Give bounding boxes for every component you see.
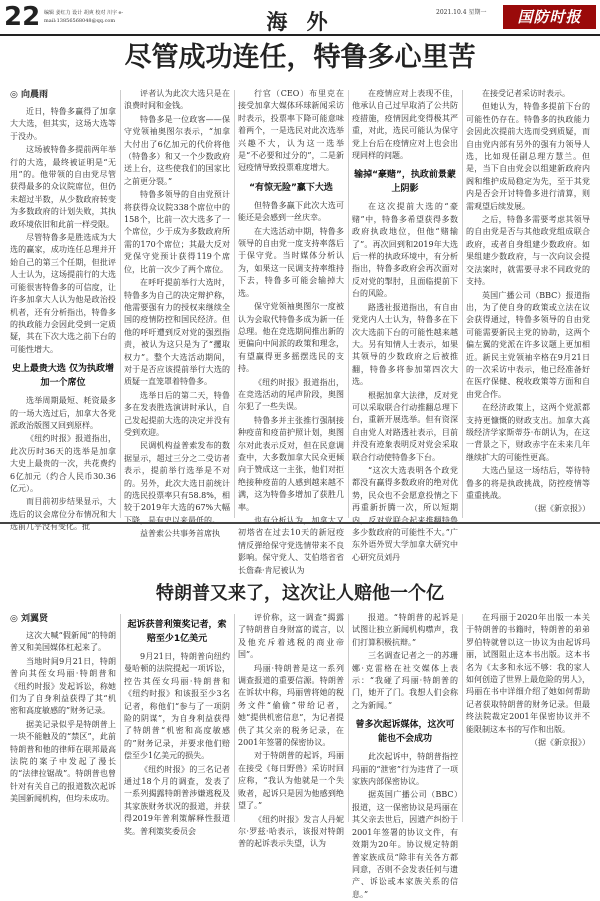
column-divider	[234, 90, 235, 518]
article2-column-5	[466, 612, 590, 824]
paragraph: 而目前初步结果显示，大选后的议会席位分布情况和大选前几乎没有变化。批	[10, 497, 116, 532]
paragraph: 据英国广播公司（BBC）报道，这一保密协议是玛丽在其父亲去世后，因遗产纠纷于2001年签署的协议文件，有效期为20年。协议规定特朗普家族成员“除非有关各方都同意，否则不会发表任何与遗产、诉讼或本家族关系的信息。”	[352, 790, 458, 899]
paragraph: 尽管特鲁多是胜选成为大选的赢家，成功连任总理并开始自己的第三个任期，但批评人士认为，这场提前行的大选可能很害特鲁多的可信度，让许多加拿大人认为他是政治投机者，还有分析指出，特鲁多的执政能力会因此受到一定质疑，其在下次大选之前下台的可能性增大。	[10, 233, 116, 354]
column-divider	[234, 614, 235, 822]
paragraph: 当地时间9月21日，特朗普向其侄女玛丽·特朗普和《纽约时报》发起诉讼，称她们为了自身利益获得了其“机密和高度敏感的”财务记录。	[10, 656, 116, 716]
article1-column-5	[466, 88, 590, 520]
paragraph: 在疫情应对上表现不佳，他承认自己过早取消了公共防疫措施，疫情因此变得极其严重，对此，选民可能认为保守党上台后在疫情应对上也会出现同样的问题。	[352, 89, 458, 161]
article2-column-4	[352, 612, 458, 899]
article2-subheading-2: 曾多次起诉媒体，这次可能也不会成功	[355, 720, 455, 745]
paragraph: 近日，特鲁多赢得了加拿大大选，但其实，这场大选等于没办。	[10, 107, 116, 141]
paragraph: 《纽约时报》发言人丹妮尔·罗兹·哈表示，该报对特朗普的起诉表示失望，认为	[238, 814, 344, 849]
paragraph: 但她认为，特鲁多提前下台的可能性仍存在。特鲁多的执政能力会因此次提前大选而受到质疑，而自由党内部有另外的强有力领导人选，比如现任副总理方慧兰。但是，当下自由党会以组建新政府内阁和维护成局稳定为先，至于其党内是否会开讨特鲁多进行清算，则需观望后续发展。	[466, 102, 590, 211]
paragraph: 特鲁多是一位政客——保守党领袖奥图尔表示，“加拿大付出了6亿加元的代价将他（特鲁多）和又一个少数政府送上台，这些使我们的国家比之前更分裂。”	[124, 114, 230, 186]
paragraph: 这场被特鲁多提前两年举行的大选，最终被证明是“无用”的。他带领的自由党尽管获得最多的众议院席位，但仍未超过半数，从少数政府转变为多数政府的计划失败，其执政环境依旧和此前一样受限。	[10, 145, 116, 229]
paragraph: 在玛丽于2020年出版一本关于特朗普的书籍时，特朗普的弟弟罗伯特就曾以这一协议为由起诉玛丽，试图阻止这本书出版。这本书名为《太多和永远不够：我的家人如何创造了世界上最危险的男人》，玛丽在书中详细介绍了她如何帮助记者获取特朗普的财务记录。但最终法院裁定2001年保密协议并不能限制这本书的写作和出版。	[466, 613, 590, 734]
article1-subheading-2: “有惊无险”赢下大选	[249, 182, 333, 193]
paragraph: 在这次提前大选的“豪赌”中，特鲁多希望获得多数政府执政地位，但他“赌输了”。再次回到和2019年大选后一样的执政环境中，有分析指出，特鲁多政府会再次面对反对党的掣肘，且面临提前下台的风险。	[352, 202, 458, 299]
column-divider	[462, 90, 463, 518]
paragraph: “这次大选表明各个政党都没有赢得多数政府的绝对优势，民众也不会愿意投情之下再重新折腾一次，所以短期内，反对党联合起来推翻特鲁多少数政府的可能性不大。”广东外语外贸大学加拿大研究中心研究员刘丹	[352, 465, 458, 562]
paragraph: 也有分析认为，加拿大又初塔省在过去10天的新冠疫情反弹给保守党选情带来不良影响。保守党人、艾伯塔省省长詹森·肯尼被认为	[238, 516, 344, 575]
paragraph: 在大选活动中期，特鲁多领导的自由党一度支持率落后于保守党。当时媒体分析认为，如果这一民调支持率维持下去，特鲁多可能会输掉大选。	[238, 226, 344, 298]
article2-column-3	[238, 612, 344, 849]
paragraph: 民调机构益普索发布的数据显示，超过三分之二受访者表示，提前举行选举是不对的。另外，此次大选日前统计的选民投票率只有58.8%，相较于2019年大选的67%大幅下降，是有史以来最低的。	[124, 441, 230, 525]
paragraph: 对于特朗普的起诉，玛丽在接受《每日野兽》采访时回应称，“我认为他就是一个失败者，起诉只是因为他感到绝望了。”	[238, 751, 344, 811]
article2-subheading-1: 起诉获普利策奖记者，索赔至少1亿美元	[127, 620, 227, 644]
paragraph: 报道。“特朗普的起诉是试图让独立新闻机构噤声，我们打算积极抗辩。”	[352, 613, 458, 647]
column-divider	[462, 614, 463, 822]
paragraph: 路透社报道指出，有自由党党内人士认为，特鲁多在下次大选前下台的可能性越来越大。另有知情人士表示，如果其领导的少数政府之后被推翻，特鲁多将参加第四次大选。	[352, 302, 458, 387]
article2-byline: ◎ 刘翼贤	[10, 614, 48, 624]
article1-credit: （据《新京报》）	[530, 504, 590, 514]
article2-credit: （据《新京报》）	[530, 738, 590, 748]
paragraph: 《纽约时报》报道指出，此次历时36天的选举是加拿大史上最贵的一次，共花费约6亿加元（约合人民币30.36亿元）。	[10, 434, 116, 493]
article1-subheading-3: 输掉“豪赌”，执政前景蒙上阴影	[354, 170, 456, 195]
paragraph: 此次起诉中，特朗普指控玛丽的“泄密”行为违背了一项家族内部保密协议。	[352, 752, 458, 787]
paragraph: 益普索公共事务首席执	[140, 529, 220, 539]
paragraph: 玛丽·特朗普是这一系列调查报道的重要信源。特朗普在诉状中称，玛丽曾将她的税务文件“偷偷”带给记者，她“提供机密信息”，为记者提供了其父亲的税务记录，在2001年签署的保密协议。	[238, 663, 344, 748]
article1-column-4	[352, 88, 458, 562]
section-title: 海 外	[266, 10, 334, 34]
header-divider	[0, 34, 600, 36]
paragraph: 在经济政策上，这两个党派都支持更慷慨的财政支出。加拿大高级经济学家斯蒂芬·布朗认为，在这一背景之下，财政赤字在未来几年继续扩大的可能性更高。	[466, 403, 590, 462]
article1-headline: 尽管成功连任，特鲁多心里苦	[124, 42, 476, 73]
article1-column-3	[238, 88, 344, 575]
article1-subheading-1: 史上最贵大选 仅为执政增加一个席位	[11, 364, 115, 389]
paragraph: 保守党领袖奥图尔一度被认为会取代特鲁多成为新一任总理。他在竞选期间推出新的更偏向中间派的政策和理念，有望赢得更多摇摆选民的支持。	[238, 302, 344, 374]
paragraph: 据美记录似乎是特朗普上一块不能触及的“禁区”，此前特朗普和他的律师在联邦最高法院的案子中发起了漫长的“法律拉锯战”。特朗普也曾针对有关自己的报道数次起诉美国新闻机构，但均未成功。	[10, 719, 116, 804]
paragraph: 在接受记者采访时表示。	[482, 89, 570, 98]
paragraph: 根据加拿大法律，反对党可以采取联合行动推翻总理下台，重新开展选举。但有资深自由党人对路透社表示，目前并没有迹象表明反对党会采取联合行动使特鲁多下台。	[352, 390, 458, 462]
paragraph: 特鲁多领导的自由党预计将获得众议院338个席位中的158个，比前一次大选多了一个席位，少于成为多数政府所需的170个席位；其最大反对党保守党预计获得119个席位，比前一次少了两个席位。	[124, 190, 230, 274]
column-divider	[348, 614, 349, 822]
page-number: 22	[4, 2, 41, 32]
paragraph: 选举日后的第二天，特鲁多在发表胜选演讲时承认，自己发起提前大选的决定并没有受到欢迎。	[124, 390, 230, 437]
article1-byline: ◎ 向晨雨	[10, 90, 48, 100]
paragraph: 行官（CEO）布里克在接受加拿大媒体环球新闻采访时表示，投票率下降可能意味着两个，一是选民对此次选举兴趣不大，认为这一选举是“不必要和过分的”，二是新冠疫情导致投票难度增大。	[238, 89, 344, 173]
editor-credits: 编辑 姜红力 设计 胡爽 校对 川宇 e-mail:13856568048@qq.com	[44, 10, 124, 24]
paragraph: 这次大喊“假新闻”的特朗普又和美国媒体杠起来了。	[10, 631, 116, 653]
paragraph: 英国广播公司（BBC）报道指出，为了使自身的政策或立法在议会获得通过，特鲁多领导的自由党可能需要新民主党的协助，这两个偏左翼的党派在许多议题上更加相近。新民主党领袖辛格在9月21日的一次采访中表示，他已经准备好在医疗保健、税收政策等方面和自由党合作。	[466, 290, 590, 399]
article2-column-1	[10, 612, 116, 824]
page-header	[0, 0, 600, 34]
column-divider	[120, 90, 121, 518]
paragraph: 《纽约时报》的三名记者通过18个月的调查，发表了一系列揭露特朗普涉嫌逃税及其家族财务状况的报道，并获得2019年普利策解释性报道奖。普利策奖委员会	[124, 764, 230, 836]
paragraph: 选举周期最短、耗资最多的一场大选过后，加拿大各党派政治版图又回到原样。	[10, 396, 116, 430]
paragraph: 但特鲁多赢下此次大选可能还是会感到一丝庆幸。	[238, 200, 344, 223]
paragraph: 《纽约时报》报道指出，在竞选活动的尾声阶段，奥图尔犯了一些失误。	[238, 377, 344, 412]
issue-date: 2021.10.4 星期一	[436, 9, 487, 16]
column-divider	[120, 614, 121, 822]
article-divider	[0, 522, 600, 524]
paragraph: 9月21日，特朗普向纽约曼哈顿的法院提起一项诉讼，控告其侄女玛丽·特朗普和《纽约时报》和该报至少3名记者，称他们“参与了一项阴险的阴谋”，为自身利益获得了特朗普“机密和高度敏感的”财务记录，并要求他们赔偿至少1亿美元的损失。	[124, 652, 230, 761]
paragraph: 三名调查记者之一的苏珊娜·克雷格在社交媒体上表示：“我碰了玛丽·特朗普的门，她开了门。我想人们会称之为新闻。”	[352, 651, 458, 710]
paragraph: 评价称，这一调查“揭露了特朗普自身财富的谎言，以及他充斥着逃税的商业帝国”。	[238, 613, 344, 660]
paragraph: 之后，特鲁多需要考虑其领导的自由党是否与其他政党组成联合政府，或者自身组建少数政府。如果组建少数政府，与一次向议会提交法案时，就需要寻求不同政党的支持。	[466, 215, 590, 287]
article1-column-2	[124, 88, 230, 539]
article1-column-1	[10, 88, 116, 532]
newspaper-logo: 国防时报	[503, 5, 596, 29]
paragraph: 评者认为此次大选只是在浪费时间和金钱。	[124, 89, 230, 111]
column-divider	[348, 90, 349, 518]
paragraph: 大选凸显这一场结后，等待特鲁多的将是执政挑战，防控疫情等重重挑战。	[466, 466, 590, 500]
article2-column-2	[124, 612, 230, 836]
article2-headline: 特朗普又来了，这次让人赔他一个亿	[156, 583, 444, 604]
paragraph: 在呼吁提前举行大选时，特鲁多为自己的决定辩护称，他需要强有力的授权来继续全国的疫情防控和国民经济。但他的呼吁遭到反对党的强烈指责，被认为这只是为了“攫取权力”。整个大选活动期间，对于是否应该提前举行大选的质疑一直笼罩着特鲁多。	[124, 278, 230, 387]
paragraph: 特鲁多并主张推行强制接种疫苗和疫苗护照计划，奥图尔对此表示反对，但在民意调查中，大多数加拿大民众更倾向于赞成这一主张，他们对拒绝接种疫苗的人感到越来越不满，这为特鲁多增加了获胜几率。	[238, 415, 344, 512]
